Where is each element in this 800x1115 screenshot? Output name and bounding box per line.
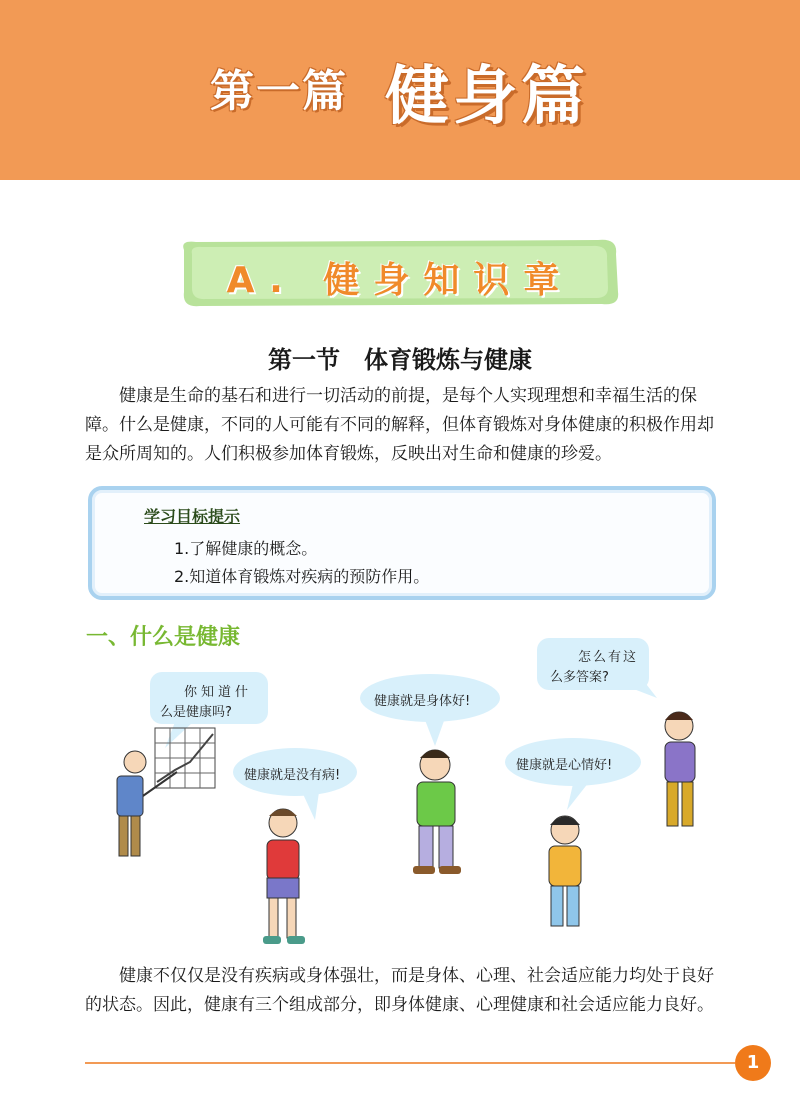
bubble-text-teacher-1: 你知道什	[184, 685, 253, 700]
girl-red-figure	[263, 809, 305, 944]
part-name: 健身篇	[385, 60, 589, 134]
subheading: 一、什么是健康	[86, 625, 241, 650]
learning-goals-title: 学习目标提示	[144, 507, 241, 526]
page-number: 1	[735, 1045, 771, 1081]
boy-purple-figure	[665, 712, 695, 826]
section-title: 第一节 体育锻炼与健康	[268, 346, 532, 374]
girl-yellow-figure	[549, 816, 581, 926]
teacher-figure	[117, 728, 215, 856]
bubble-text-boy-right-1: 怎么有这	[578, 650, 639, 665]
boy-green-figure	[413, 750, 461, 874]
chapter-title: A. 健身知识章	[226, 260, 574, 301]
closing-paragraph: 健康不仅仅是没有疾病或身体强壮，而是身体、心理、社会适应能力均处于良好的状态。因此，健康有三个组成部分，即身体健康、心理健康和社会适应能力良好。	[85, 966, 714, 1015]
part-label: 第一篇	[210, 66, 348, 117]
bubble-text-girl-yellow: 健康就是心情好!	[516, 758, 613, 773]
intro-paragraph: 健康是生命的基石和进行一切活动的前提，是每个人实现理想和幸福生活的保障。什么是健康，不同的人可能有不同的解释，但体育锻炼对身体健康的积极作用却是众所周知的。人们积极参加体育锻炼，反映出对生命和健康的珍爱。	[85, 386, 714, 464]
footer-rule	[85, 1062, 735, 1064]
bubble-text-teacher-2: 么是健康吗?	[160, 705, 232, 720]
learning-goal-item: 2.知道体育锻炼对疾病的预防作用。	[174, 567, 430, 586]
learning-goal-item: 1.了解健康的概念。	[174, 539, 318, 558]
bubble-text-girl: 健康就是没有病!	[244, 768, 341, 783]
speech-bubble-boy-green	[360, 674, 500, 746]
speech-bubble-girl	[233, 748, 357, 820]
cartoon-illustration	[95, 630, 715, 960]
bubble-text-boy-green: 健康就是身体好!	[374, 694, 471, 709]
page-banner	[0, 0, 800, 180]
bubble-text-boy-right-2: 么多答案?	[550, 670, 609, 685]
chapter-banner	[178, 236, 622, 310]
speech-bubble-girl-yellow	[505, 738, 641, 810]
learning-goals-box	[88, 486, 716, 600]
